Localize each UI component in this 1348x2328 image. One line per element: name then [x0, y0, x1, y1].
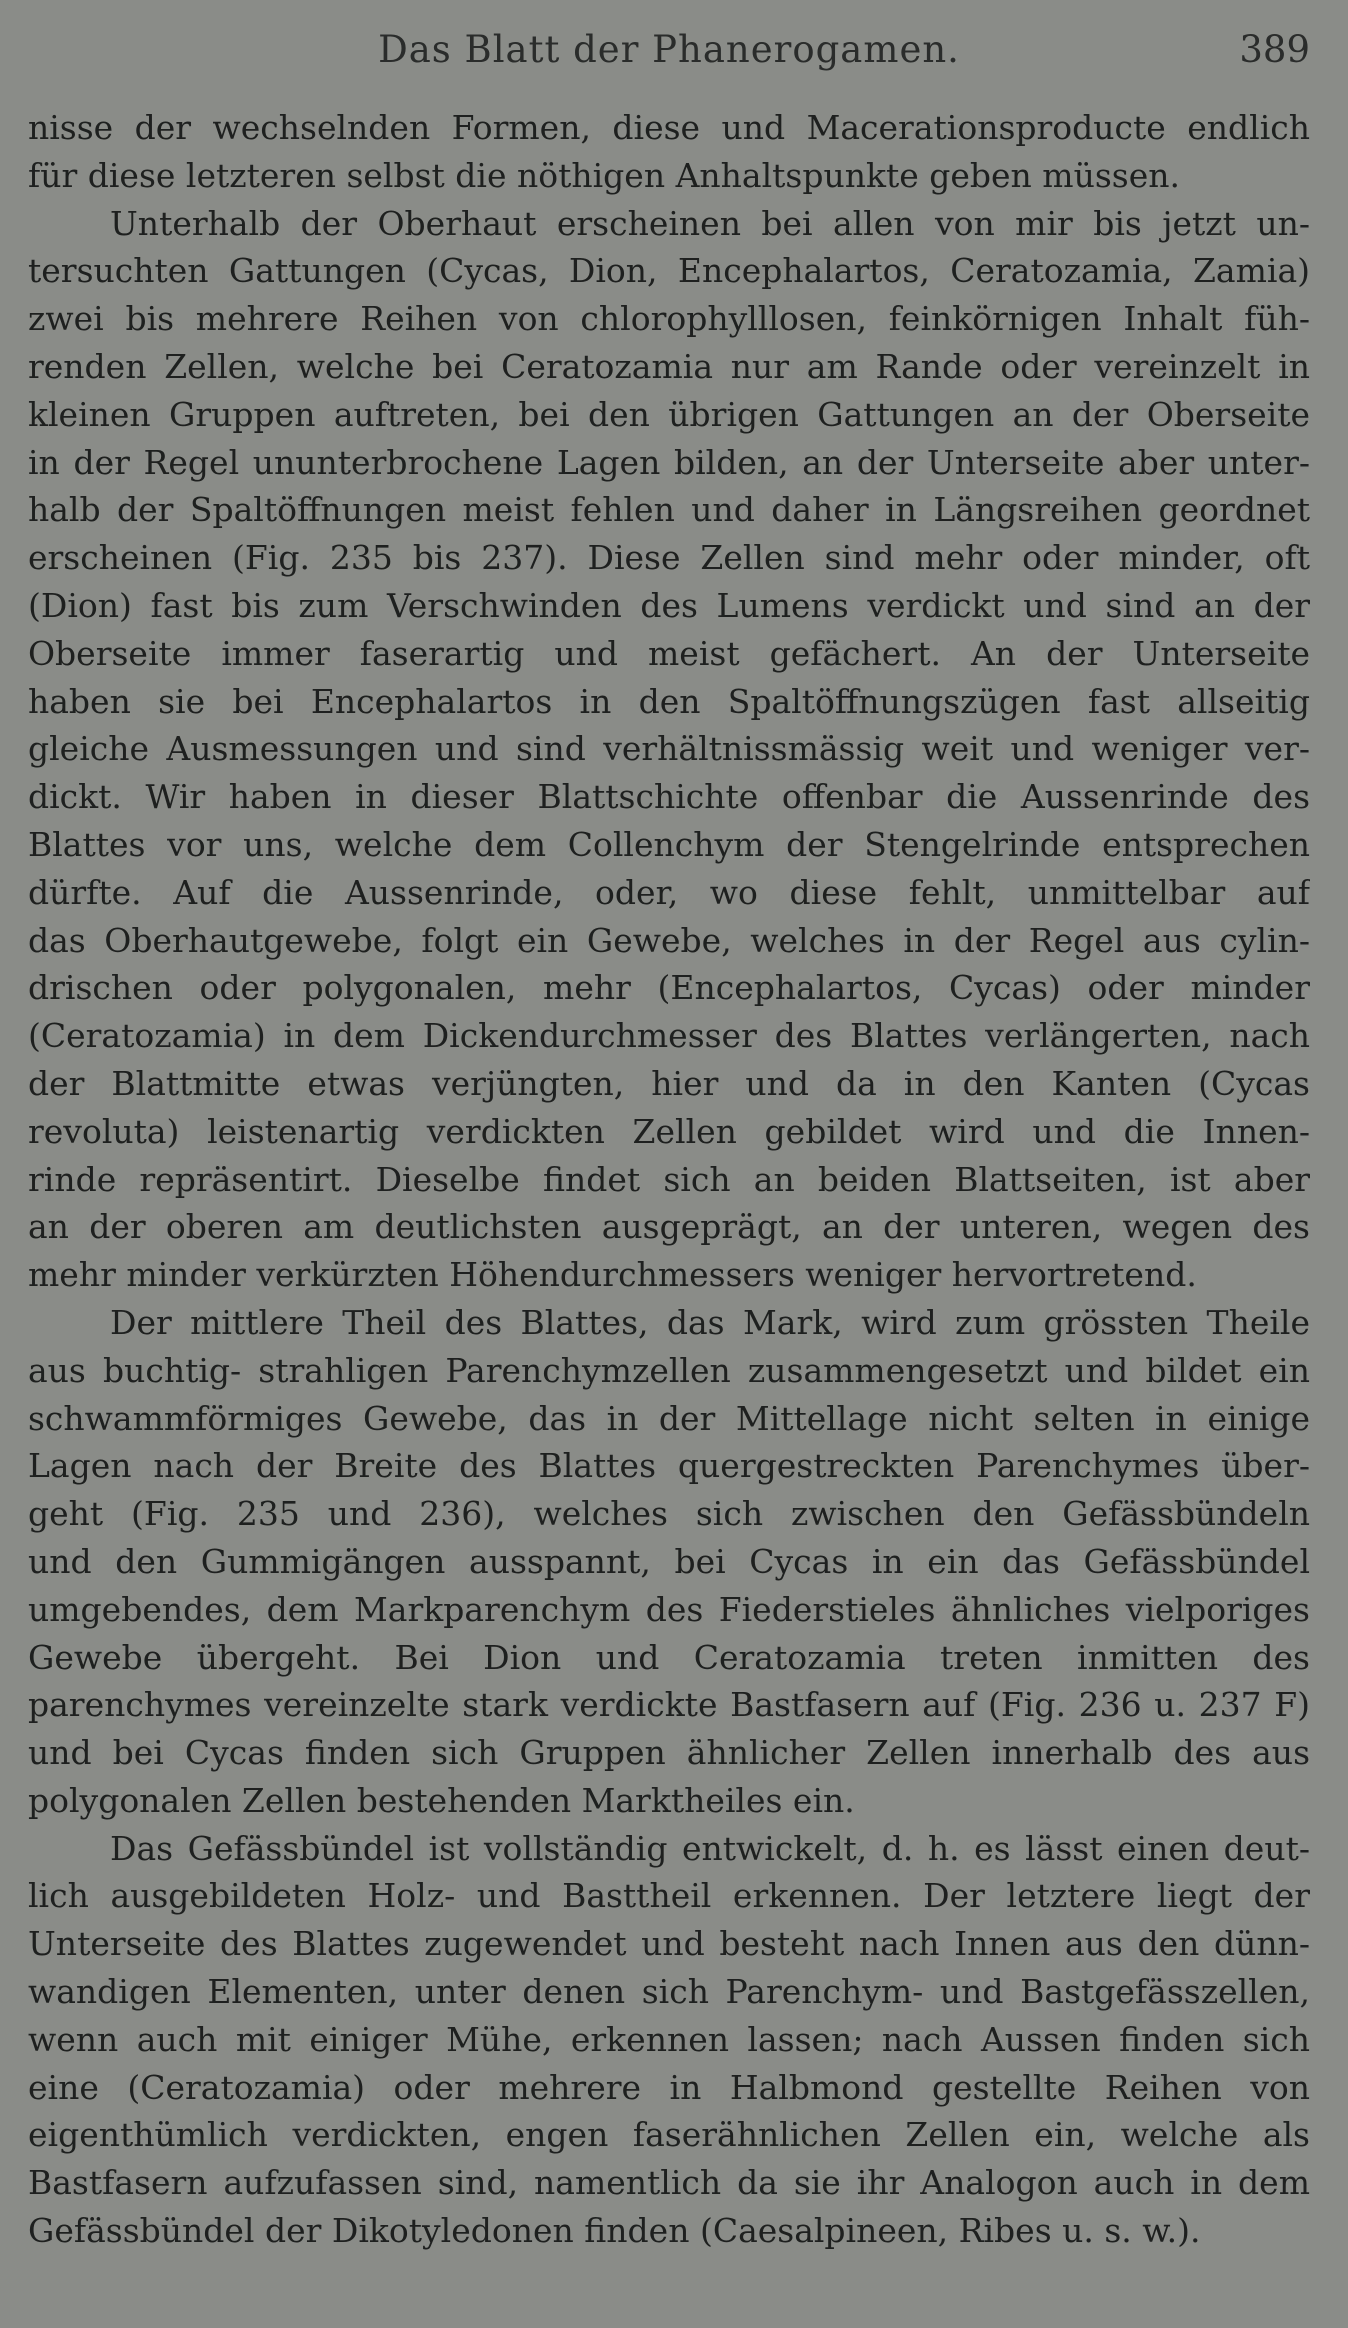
- text-line: drischen oder polygonalen, mehr (Encephalartos, Cycas) oder minder: [28, 968, 1310, 1008]
- text-line: Unterhalb der Oberhaut erscheinen bei allen von mir bis jetzt un-: [110, 203, 1310, 243]
- text-line: zwei bis mehrere Reihen von chlorophylllosen, feinkörnigen Inhalt füh-: [28, 299, 1310, 339]
- text-line: Lagen nach der Breite des Blattes quergestreckten Parenchymes über-: [28, 1446, 1310, 1486]
- text-line: (Ceratozamia) in dem Dickendurchmesser des Blattes verlängerten, nach: [28, 1016, 1310, 1056]
- running-title: Das Blatt der Phanerogamen.: [378, 28, 960, 71]
- page-number: 389: [1239, 28, 1310, 71]
- text-line: der Blattmitte etwas verjüngten, hier und da in den Kanten (Cycas: [28, 1063, 1310, 1103]
- paragraph-1: [28, 104, 1310, 200]
- text-line: Gewebe übergeht. Bei Dion und Ceratozamia treten inmitten des: [28, 1637, 1310, 1677]
- text-line: renden Zellen, welche bei Ceratozamia nur am Rande oder vereinzelt in: [28, 346, 1310, 386]
- text-line: dickt. Wir haben in dieser Blattschichte offenbar die Aussenrinde des: [28, 777, 1310, 817]
- text-line: parenchymes vereinzelte stark verdickte Bastfasern auf (Fig. 236 u. 237 F): [28, 1685, 1310, 1725]
- text-line: eigenthümlich verdickten, engen faserähnlichen Zellen ein, welche als: [28, 2115, 1310, 2155]
- text-line: tersuchten Gattungen (Cycas, Dion, Encephalartos, Ceratozamia, Zamia): [28, 251, 1310, 291]
- text-line: und bei Cycas finden sich Gruppen ähnlicher Zellen innerhalb des aus: [28, 1733, 1310, 1773]
- paragraph-4: [28, 1825, 1310, 2255]
- text-line: lich ausgebildeten Holz- und Basttheil erkennen. Der letztere liegt der: [28, 1876, 1310, 1916]
- text-line: Gefässbündel der Dikotyledonen finden (Caesalpineen, Ribes u. s. w.).: [28, 2211, 1201, 2251]
- text-line: Bastfasern aufzufassen sind, namentlich da sie ihr Analogon auch in dem: [28, 2163, 1310, 2203]
- text-line: revoluta) leistenartig verdickten Zellen gebildet wird und die Innen-: [28, 1111, 1310, 1151]
- text-line: Das Gefässbündel ist vollständig entwickelt, d. h. es lässt einen deut-: [110, 1828, 1310, 1868]
- body-text: [28, 104, 1310, 2255]
- text-line: und den Gummigängen ausspannt, bei Cycas in ein das Gefässbündel: [28, 1541, 1310, 1581]
- text-line: das Oberhautgewebe, folgt ein Gewebe, welches in der Regel aus cylin-: [28, 920, 1310, 960]
- text-line: Unterseite des Blattes zugewendet und besteht nach Innen aus den dünn-: [28, 1924, 1310, 1964]
- running-header: [28, 28, 1310, 84]
- text-line: wenn auch mit einiger Mühe, erkennen lassen; nach Aussen finden sich: [28, 2019, 1310, 2059]
- text-line: (Dion) fast bis zum Verschwinden des Lumens verdickt und sind an der: [28, 585, 1310, 625]
- text-line: erscheinen (Fig. 235 bis 237). Diese Zellen sind mehr oder minder, oft: [28, 538, 1310, 578]
- text-line: rinde repräsentirt. Dieselbe findet sich an beiden Blattseiten, ist aber: [28, 1159, 1310, 1199]
- text-line: nisse der wechselnden Formen, diese und Macerationsproducte endlich: [28, 108, 1310, 147]
- text-line: schwammförmiges Gewebe, das in der Mittellage nicht selten in einige: [28, 1398, 1310, 1438]
- text-line: an der oberen am deutlichsten ausgeprägt, an der unteren, wegen des: [28, 1207, 1310, 1247]
- text-line: dürfte. Auf die Aussenrinde, oder, wo diese fehlt, unmittelbar auf: [28, 872, 1310, 912]
- text-line: mehr minder verkürzten Höhendurchmessers weniger hervortretend.: [28, 1255, 1197, 1295]
- text-line: aus buchtig- strahligen Parenchymzellen zusammengesetzt und bildet ein: [28, 1350, 1310, 1390]
- paragraph-2: [28, 200, 1310, 1299]
- text-line: in der Regel ununterbrochene Lagen bilden, an der Unterseite aber unter-: [28, 442, 1310, 482]
- text-line: umgebendes, dem Markparenchym des Fiederstieles ähnliches vielporiges: [28, 1589, 1310, 1629]
- text-line: kleinen Gruppen auftreten, bei den übrigen Gattungen an der Oberseite: [28, 394, 1310, 434]
- text-line: Oberseite immer faserartig und meist gefächert. An der Unterseite: [28, 633, 1310, 673]
- text-line: polygonalen Zellen bestehenden Marktheiles ein.: [28, 1780, 855, 1820]
- text-line: Blattes vor uns, welche dem Collenchym der Stengelrinde entsprechen: [28, 824, 1310, 864]
- text-line: haben sie bei Encephalartos in den Spaltöffnungszügen fast allseitig: [28, 681, 1310, 721]
- paragraph-3: [28, 1299, 1310, 1825]
- text-line: gleiche Ausmessungen und sind verhältnissmässig weit und weniger ver-: [28, 729, 1310, 769]
- text-line: Der mittlere Theil des Blattes, das Mark, wird zum grössten Theile: [110, 1302, 1310, 1342]
- text-line: geht (Fig. 235 und 236), welches sich zwischen den Gefässbündeln: [28, 1494, 1310, 1534]
- text-line: wandigen Elementen, unter denen sich Parenchym- und Bastgefässzellen,: [28, 1972, 1310, 2012]
- text-line: eine (Ceratozamia) oder mehrere in Halbmond gestellte Reihen von: [28, 2067, 1310, 2107]
- text-line: für diese letzteren selbst die nöthigen Anhaltspunkte geben müssen.: [28, 155, 1180, 195]
- text-line: halb der Spaltöffnungen meist fehlen und daher in Längsreihen geordnet: [28, 490, 1310, 530]
